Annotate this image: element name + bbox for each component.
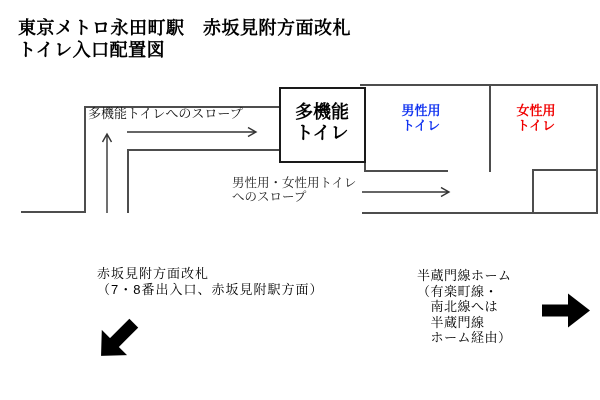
mens-toilet-label-line-1: 男性用 [401,103,441,118]
slope-up-arrow-icon [103,134,112,213]
multi-slope-right-arrow-icon [127,128,256,137]
multifunction-slope-label: 多機能トイレへのスロープ [88,106,243,121]
womens-toilet-label [516,103,555,133]
title-line-1: 東京メトロ永田町駅 赤坂見附方面改札 [18,18,351,38]
womens-toilet-label-line-1: 女性用 [516,103,556,118]
platform-label-line-3: 南北線へは [417,299,499,314]
womens-toilet-label-line-2: トイレ [516,118,556,133]
mens-womens-slope-label-line-2: へのスロープ [232,190,307,204]
mens-womens-slope-label [232,176,356,204]
gate-label-line-2: （7・8番出入口、赤坂見附駅方面） [97,282,324,297]
thick-arrow-down-left-icon [100,318,140,358]
platform-label-line-1: 半蔵門線ホーム [417,268,512,283]
platform-label-line-4: 半蔵門線 [417,314,485,330]
thick-arrow-right-icon [542,293,590,328]
mw-slope-right-arrow-icon [362,188,449,197]
gate-label-line-1: 赤坂見附方面改札 [97,266,210,281]
title-line-2: トイレ入口配置図 [18,40,166,60]
platform-label [417,268,512,346]
platform-label-line-2: （有楽町線・ [417,283,499,299]
gate-label [97,266,323,298]
multifunction-toilet-label-line-1: 多機能 [295,102,349,122]
mens-toilet-label [401,103,440,133]
mens-toilet-label-line-2: トイレ [401,118,441,133]
platform-label-line-5: ホーム経由） [417,330,512,345]
multifunction-toilet-label [295,102,349,144]
multifunction-toilet-label-line-2: トイレ [295,123,349,143]
mens-womens-slope-label-line-1: 男性用・女性用トイレ [232,176,357,190]
